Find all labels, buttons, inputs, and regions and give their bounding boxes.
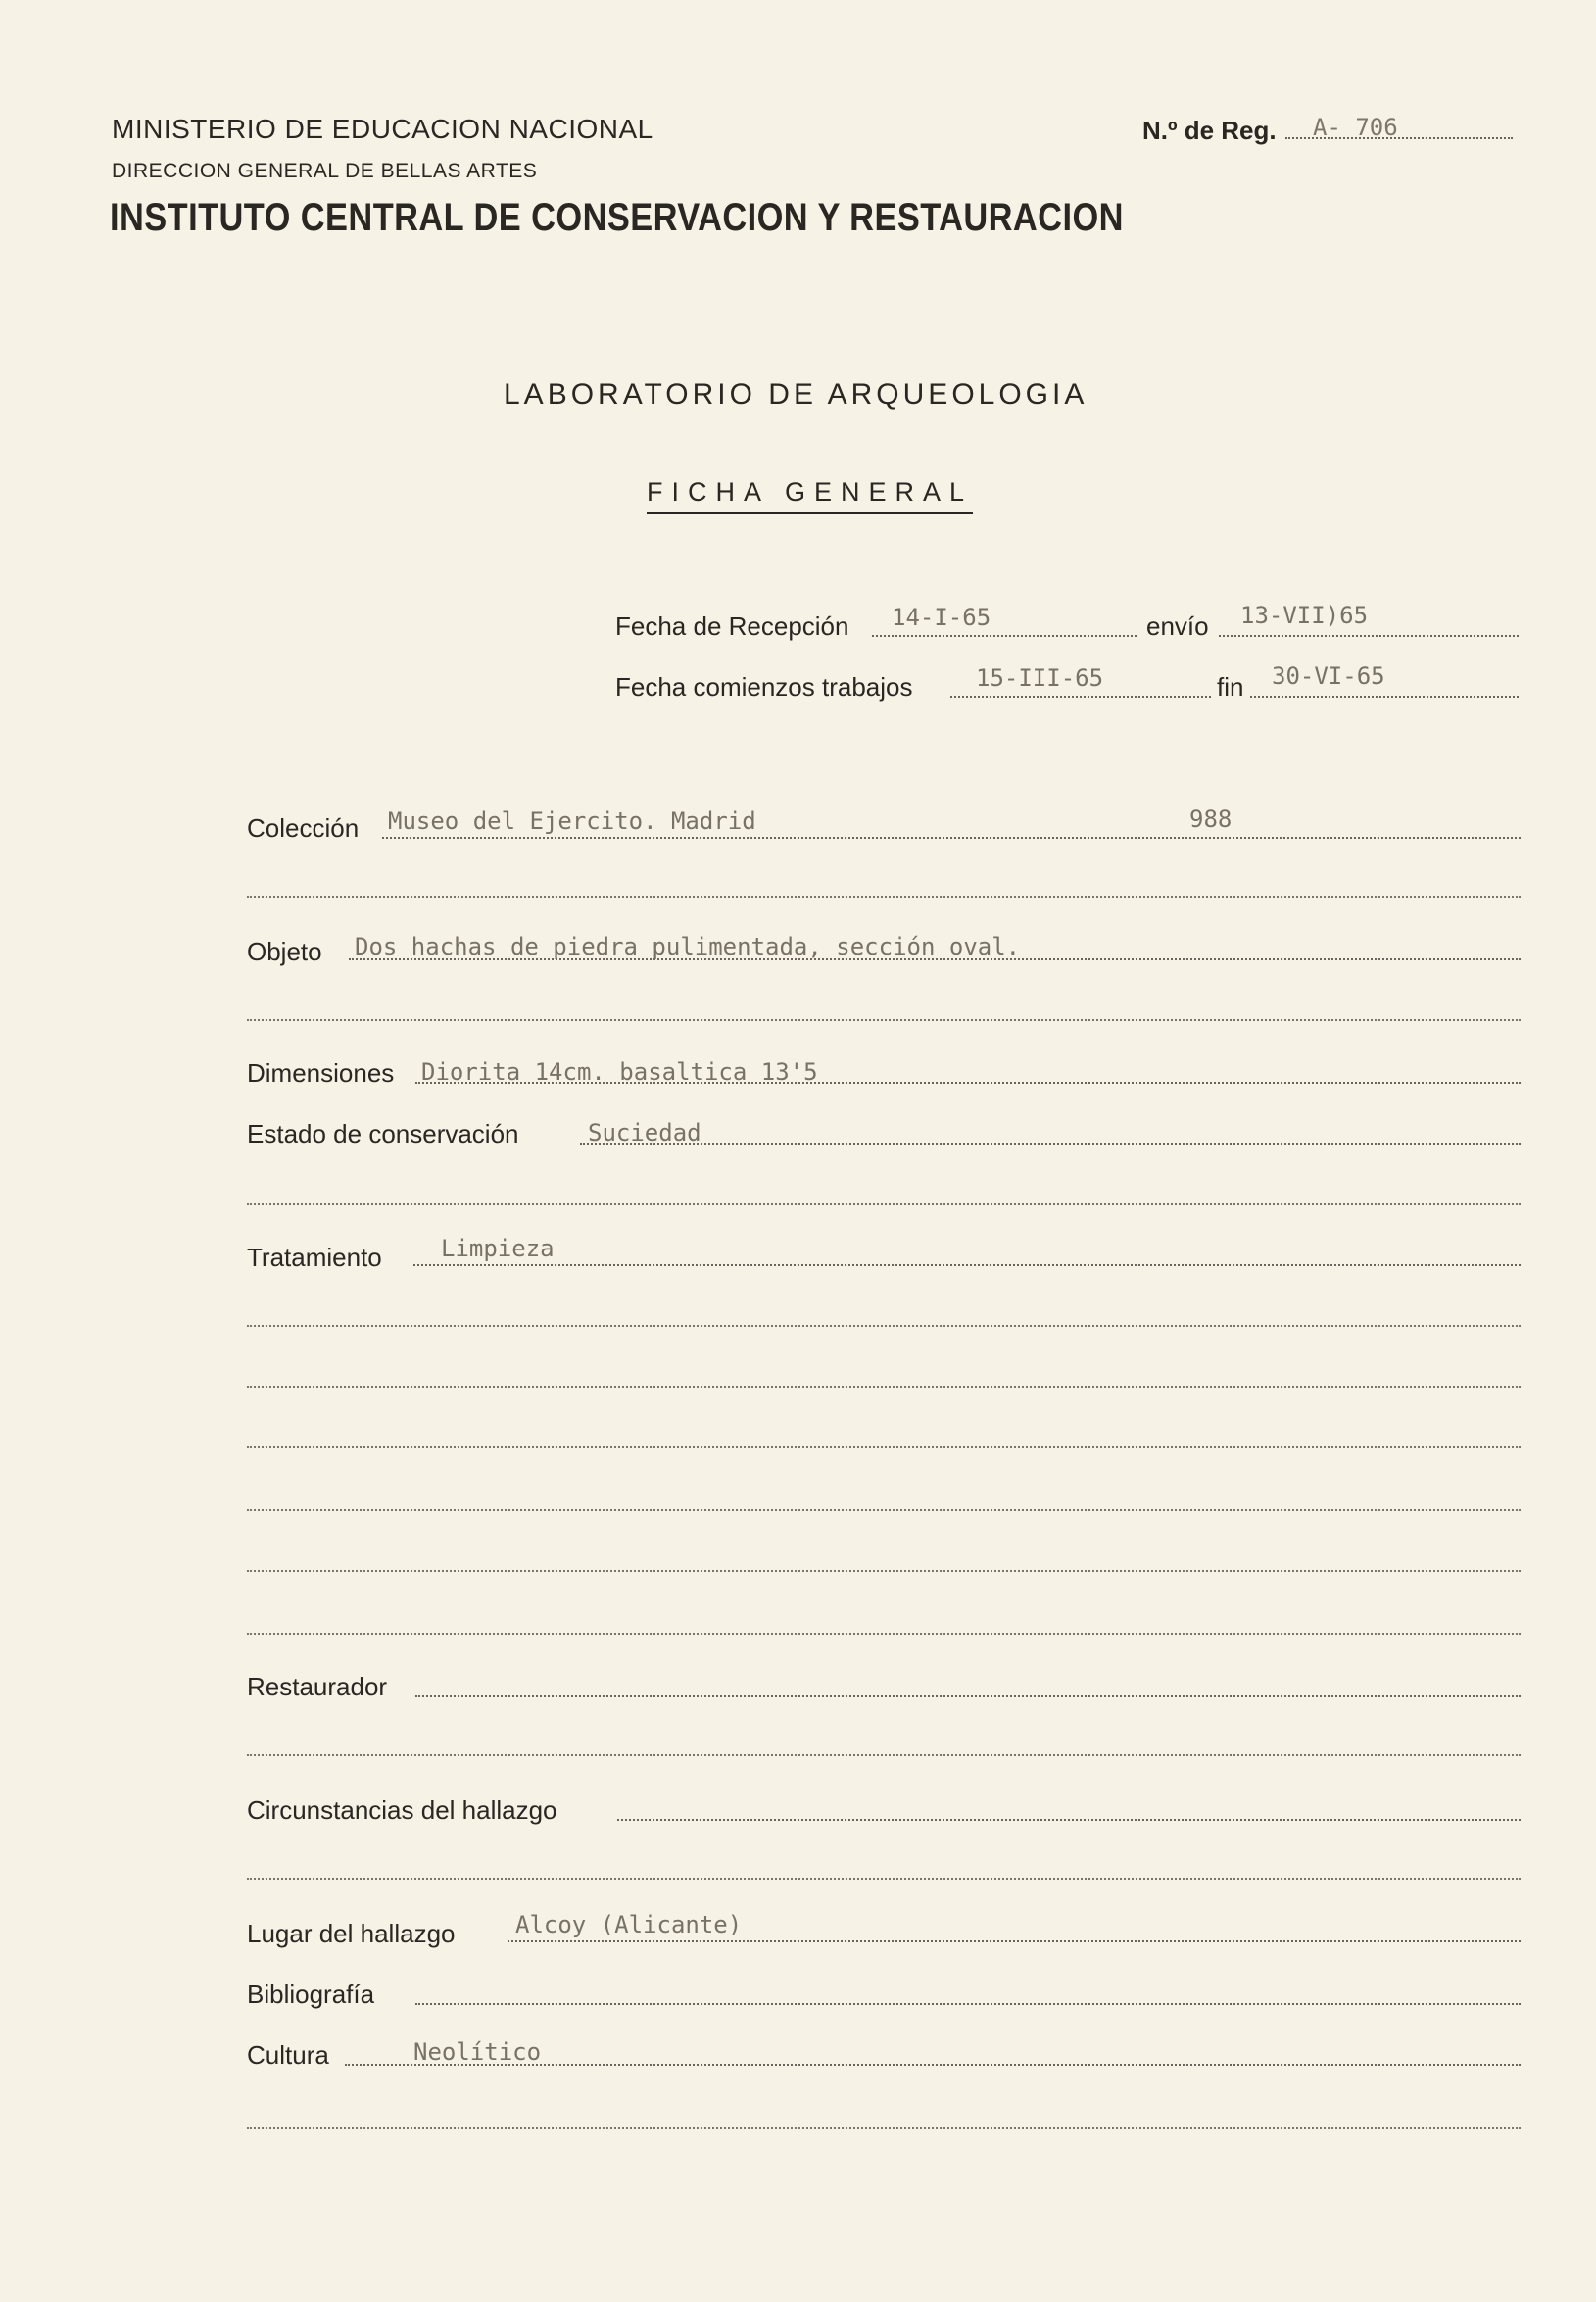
circunstancias-line [617,1819,1521,1821]
objeto-value: Dos hachas de piedra pulimentada, sección oval. [355,933,1021,960]
bibliografia-line [415,2003,1521,2005]
fin-label: fin [1217,672,1244,702]
form-title: FICHA GENERAL [647,477,973,514]
dimensiones-value: Diorita 14cm. basaltica 13'5 [421,1058,818,1086]
reception-line [872,635,1137,637]
tratamiento-line-4 [247,1446,1521,1448]
coleccion-line [382,837,1521,839]
objeto-line-2 [247,1019,1521,1021]
envio-line [1219,635,1519,637]
start-label: Fecha comienzos trabajos [615,672,913,702]
registration-label: N.º de Reg. [1142,116,1277,145]
tratamiento-line [413,1264,1521,1266]
tratamiento-line-2 [247,1325,1521,1327]
circunstancias-line-2 [247,1878,1521,1880]
reception-label: Fecha de Recepción [615,612,849,641]
envio-label: envío [1146,612,1209,641]
circunstancias-label: Circunstancias del hallazgo [247,1795,557,1825]
ministry-heading: MINISTERIO DE EDUCACION NACIONAL [112,114,653,144]
lugar-label: Lugar del hallazgo [247,1919,456,1948]
estado-label: Estado de conservación [247,1119,519,1149]
direction-heading: DIRECCION GENERAL DE BELLAS ARTES [112,160,538,182]
coleccion-label: Colección [247,813,360,843]
tratamiento-line-5 [247,1509,1521,1511]
cultura-value: Neolítico [413,2038,542,2066]
estado-line [580,1143,1521,1145]
objeto-label: Objeto [247,937,322,966]
tratamiento-line-6 [247,1570,1521,1572]
start-value: 15-III-65 [976,664,1104,692]
reception-value: 14-I-65 [892,604,991,631]
estado-line-2 [247,1203,1521,1205]
cultura-line-2 [247,2127,1521,2129]
lugar-value: Alcoy (Alicante) [515,1911,743,1938]
estado-value: Suciedad [588,1119,701,1147]
envio-value: 13-VII)65 [1240,602,1369,629]
coleccion-line-2 [247,896,1521,898]
cultura-label: Cultura [247,2040,329,2070]
lab-title: LABORATORIO DE ARQUEOLOGIA [504,378,1088,411]
fin-value: 30-VI-65 [1272,662,1385,690]
dimensiones-label: Dimensiones [247,1058,395,1088]
fin-line [1250,696,1519,698]
restaurador-label: Restaurador [247,1672,388,1701]
institute-heading: INSTITUTO CENTRAL DE CONSERVACION Y RESTAURACION [110,196,1124,239]
tratamiento-line-7 [247,1633,1521,1635]
restaurador-line-2 [247,1754,1521,1756]
tratamiento-value: Limpieza [441,1235,555,1262]
coleccion-number: 988 [1189,806,1233,833]
tratamiento-line-3 [247,1386,1521,1388]
coleccion-value: Museo del Ejercito. Madrid [388,808,756,835]
registration-value: A- 706 [1313,114,1398,141]
bibliografia-label: Bibliografía [247,1980,375,2009]
tratamiento-label: Tratamiento [247,1243,382,1272]
lugar-line [508,1940,1521,1942]
start-line [950,696,1211,698]
restaurador-line [415,1695,1521,1697]
